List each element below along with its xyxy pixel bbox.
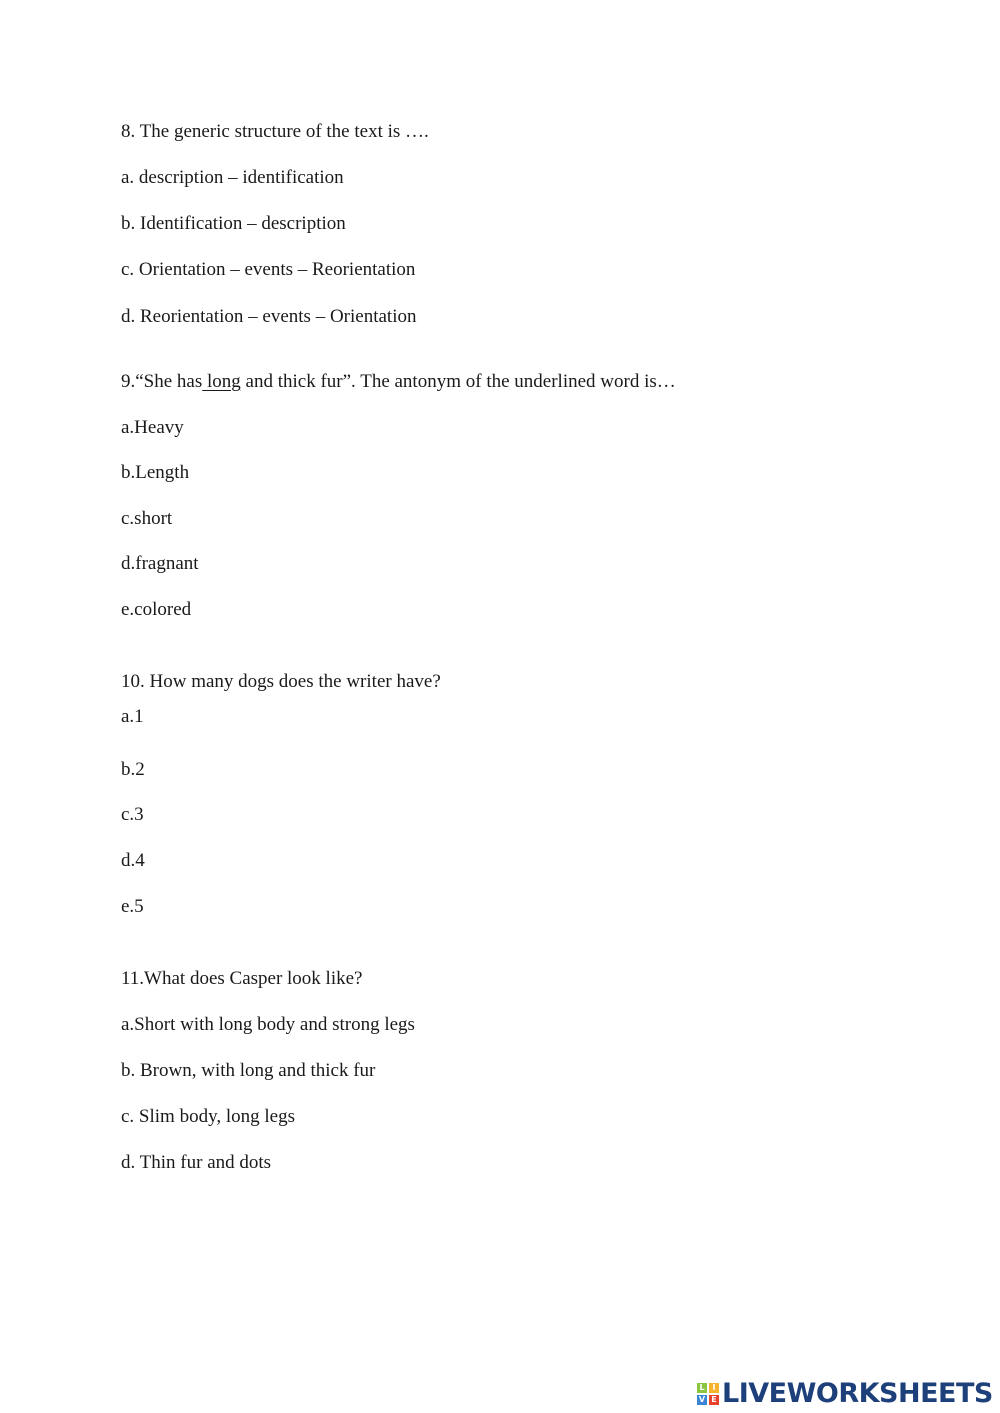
option: a. description – identification [121,167,344,188]
option: c. Orientation – events – Reorientation [121,259,416,280]
liveworksheets-logo [697,1378,993,1409]
option: b.Length [121,462,190,483]
option: a.Heavy [121,417,184,438]
option: e.5 [121,896,144,917]
question-prompt: 10. How many dogs does the writer have? [121,671,441,692]
question-prompt: 11.What does Casper look like? [121,968,363,989]
option: b. Identification – description [121,213,346,234]
logo-tile: E [709,1395,719,1405]
option: d.4 [121,850,145,871]
underlined-word: long [207,371,241,392]
option: b.2 [121,759,145,780]
logo-tiles-icon [697,1383,719,1405]
option: a.1 [121,706,144,727]
option: d. Reorientation – events – Orientation [121,306,417,327]
question-prompt [121,370,676,394]
option: d. Thin fur and dots [121,1152,272,1173]
option: c.short [121,508,173,529]
logo-tile: V [698,1394,706,1404]
option: b. Brown, with long and thick fur [121,1060,376,1081]
question-prompt: 8. The generic structure of the text is …. [121,121,429,142]
option: c.3 [121,804,144,825]
prompt-text: and thick fur”. The antonym of the underlined word is… [240,371,676,392]
logo-tile: I [709,1383,719,1393]
option: e.colored [121,599,192,620]
option: c. Slim body, long legs [121,1106,295,1127]
prompt-text: 9.“She has [121,371,203,392]
logo-tile: L [697,1383,707,1393]
option: a.Short with long body and strong legs [121,1014,415,1035]
option: d.fragnant [121,553,199,574]
logo-text: LIVEWORKSHEETS [722,1378,993,1409]
